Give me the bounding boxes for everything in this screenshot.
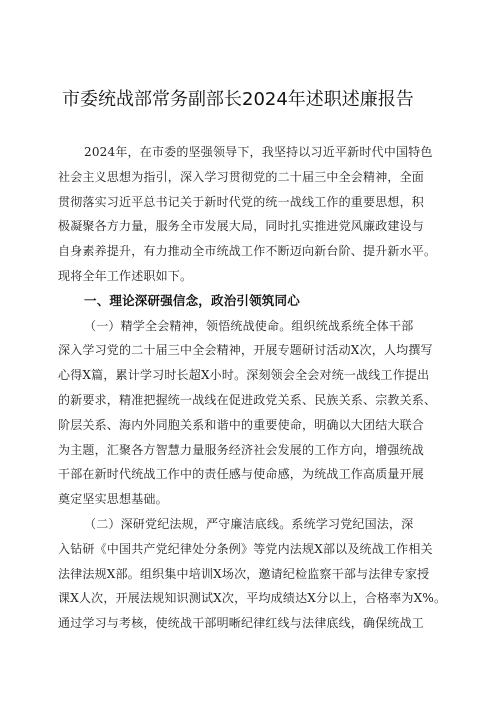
intro-line: 社会主义思想为指引，深入学习贯彻党的二十届三中全会精神，全面 [58, 169, 425, 184]
paragraph-line: 阶层关系、海内外同胞关系和谐中的重要使命，明确以大团结大联合 [58, 417, 425, 432]
document-body [58, 140, 450, 636]
paragraph-line: 入钻研《中国共产党纪律处分条例》等党内法规X部以及统战工作相关 [58, 541, 433, 556]
paragraph-line: （一）精学全会精神，领悟统战使命。组织统战系统全体干部 [84, 318, 414, 333]
intro-line: 贯彻落实习近平总书记关于新时代党的统一战线工作的重要思想，积 [58, 194, 425, 209]
intro-line: 现将全年工作述职如下。 [58, 268, 193, 283]
paragraph-line: 课X人次，开展法规知识测试X次，平均成绩达X分以上，合格率为X%。 [58, 591, 447, 606]
paragraph-line: 奠定坚实思想基础。 [58, 492, 168, 507]
paragraph-line: 心得X篇，累计学习时长超X小时。深刻领会全会对统一战线工作提出 [58, 368, 430, 383]
paragraph-line: 深入学习党的二十届三中全会精神，开展专题研讨活动X次，人均撰写 [58, 343, 433, 358]
document-title: 市委统战部常务副部长2024年述职述廉报告 [62, 89, 414, 110]
paragraph-line: 干部在新时代统战工作中的责任感与使命感，为统战工作高质量开展 [58, 467, 425, 482]
paragraph-line: 的新要求，精准把握统一战线在促进政党关系、民族关系、宗教关系、 [58, 392, 437, 407]
intro-line: 2024年，在市委的坚强领导下，我坚持以习近平新时代中国特色 [84, 145, 433, 159]
paragraph-line: 通过学习与考核，使统战干部明晰纪律红线与法律底线，确保统战工 [58, 616, 425, 631]
intro-line: 极凝聚各方力量，服务全市发展大局，同时扎实推进党风廉政建设与 [58, 219, 425, 234]
paragraph-line: 法律法规X部。组织集中培训X场次，邀请纪检监察干部与法律专家授 [58, 566, 430, 581]
section-heading: 一、理论深研强信念，政治引领筑同心 [84, 292, 300, 308]
paragraph-line: （二）深研党纪法规，严守廉洁底线。系统学习党纪国法，深 [84, 516, 414, 531]
paragraph-line: 为主题，汇聚各方智慧力量服务经济社会发展的工作方向，增强统战 [58, 442, 425, 457]
intro-line: 自身素养提升，有力推动全市统战工作不断迈向新台阶、提升新水平。 [58, 244, 437, 259]
